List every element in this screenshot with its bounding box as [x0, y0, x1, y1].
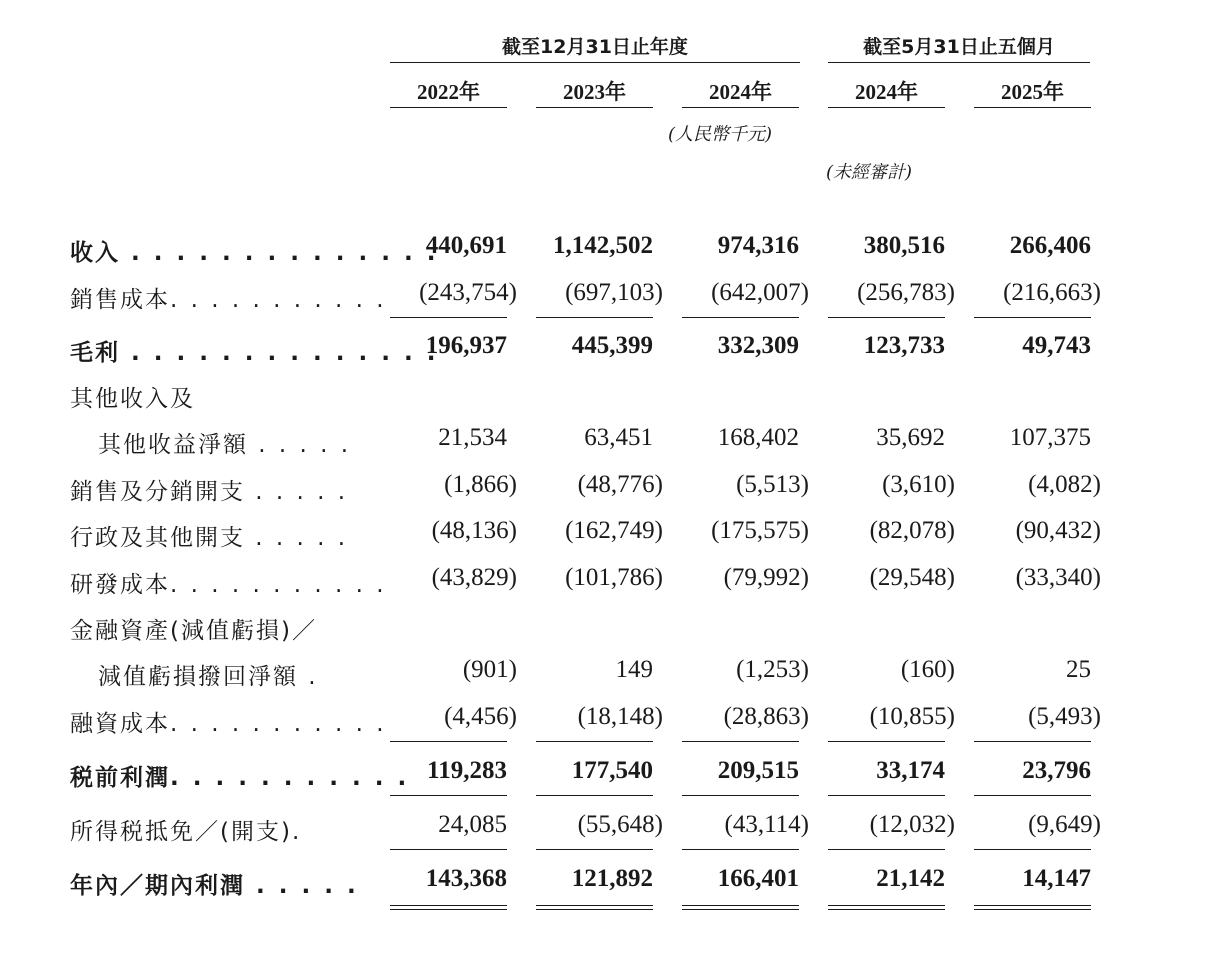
value-cell: 149 — [615, 656, 653, 683]
value-cell: (901) — [462, 656, 517, 683]
value-cell: 35,692 — [876, 424, 945, 451]
value-cell: (697,103) — [565, 279, 663, 306]
value-cell: 166,401 — [717, 865, 799, 892]
value-cell: 440,691 — [425, 232, 507, 259]
row-label-other-income-line2: 其他收益淨額 . . . . . — [98, 432, 352, 458]
double-rule-1 — [390, 905, 507, 910]
value-cell: (10,855) — [869, 703, 955, 730]
value-cell: (90,432) — [1015, 517, 1101, 544]
unaudited-note: (未經審計) — [826, 162, 913, 183]
rule-cost-3 — [682, 317, 799, 318]
row-label-income-tax: 所得税抵免／(開支). — [70, 819, 303, 845]
rule-finance-2 — [536, 741, 653, 742]
double-rule-4 — [828, 905, 945, 910]
value-cell: (12,032) — [869, 811, 955, 838]
rule-tax-3 — [682, 849, 799, 850]
row-label-profit-for-period: 年內／期內利潤 . . . . . — [70, 873, 359, 899]
year-underline-4 — [828, 107, 945, 108]
value-cell: 121,892 — [571, 865, 653, 892]
year-underline-1 — [390, 107, 507, 108]
value-cell: (216,663) — [1003, 279, 1101, 306]
value-cell: 168,402 — [717, 424, 799, 451]
value-cell: (82,078) — [869, 517, 955, 544]
value-cell: 25 — [1066, 656, 1091, 683]
value-cell: (28,863) — [723, 703, 809, 730]
value-cell: 974,316 — [717, 232, 799, 259]
value-cell: (243,754) — [419, 279, 517, 306]
value-cell: (9,649) — [1028, 811, 1101, 838]
value-cell: (256,783) — [857, 279, 955, 306]
rule-pbt-2 — [536, 795, 653, 796]
year-underline-5 — [974, 107, 1091, 108]
year-header-5: 2025年 — [1001, 80, 1064, 104]
double-rule-5 — [974, 905, 1091, 910]
double-rule-2 — [536, 905, 653, 910]
group-underline-interim — [828, 62, 1090, 63]
value-cell: 1,142,502 — [553, 232, 653, 259]
value-cell: (160) — [900, 656, 955, 683]
value-cell: 196,937 — [425, 332, 507, 359]
value-cell: (1,866) — [444, 471, 517, 498]
value-cell: (79,992) — [723, 564, 809, 591]
row-label-impairment-line2: 減值虧損撥回淨額 . — [98, 664, 319, 690]
rule-tax-1 — [390, 849, 507, 850]
rule-cost-2 — [536, 317, 653, 318]
rule-tax-2 — [536, 849, 653, 850]
value-cell: 33,174 — [876, 757, 945, 784]
value-cell: 445,399 — [571, 332, 653, 359]
row-label-revenue: 收入 . . . . . . . . . . . . . . — [70, 240, 439, 266]
value-cell: (5,513) — [736, 471, 809, 498]
year-header-3: 2024年 — [709, 80, 772, 104]
group-title-interim: 截至5月31日止五個月 — [863, 36, 1055, 58]
group-title-annual: 截至12月31日止年度 — [502, 36, 688, 58]
rule-tax-4 — [828, 849, 945, 850]
year-header-4: 2024年 — [855, 80, 918, 104]
value-cell: 119,283 — [427, 757, 507, 784]
year-underline-2 — [536, 107, 653, 108]
rule-tax-5 — [974, 849, 1091, 850]
value-cell: (4,456) — [444, 703, 517, 730]
rule-finance-1 — [390, 741, 507, 742]
value-cell: 14,147 — [1022, 865, 1091, 892]
rule-pbt-5 — [974, 795, 1091, 796]
row-label-impairment-line1: 金融資產(減值虧損)／ — [70, 618, 317, 644]
value-cell: 380,516 — [863, 232, 945, 259]
value-cell: 63,451 — [584, 424, 653, 451]
row-label-profit-before-tax: 税前利潤. . . . . . . . . . . — [70, 765, 410, 791]
value-cell: (162,749) — [565, 517, 663, 544]
rule-finance-4 — [828, 741, 945, 742]
value-cell: 266,406 — [1009, 232, 1091, 259]
value-cell: (48,776) — [577, 471, 663, 498]
value-cell: 23,796 — [1022, 757, 1091, 784]
value-cell: 49,743 — [1022, 332, 1091, 359]
value-cell: 123,733 — [863, 332, 945, 359]
currency-note: (人民幣千元) — [668, 124, 773, 145]
rule-pbt-3 — [682, 795, 799, 796]
year-header-1: 2022年 — [417, 80, 480, 104]
value-cell: 21,142 — [876, 865, 945, 892]
value-cell: (4,082) — [1028, 471, 1101, 498]
row-label-other-income-line1: 其他收入及 — [70, 386, 195, 412]
value-cell: (48,136) — [431, 517, 517, 544]
value-cell: (3,610) — [882, 471, 955, 498]
rule-cost-4 — [828, 317, 945, 318]
value-cell: (101,786) — [565, 564, 663, 591]
row-label-rd-costs: 研發成本. . . . . . . . . . . — [70, 572, 387, 598]
year-header-2: 2023年 — [563, 80, 626, 104]
row-label-cost-of-sales: 銷售成本. . . . . . . . . . . — [70, 287, 387, 313]
rule-cost-5 — [974, 317, 1091, 318]
rule-pbt-4 — [828, 795, 945, 796]
row-label-admin-expenses: 行政及其他開支 . . . . . — [70, 525, 349, 551]
value-cell: (33,340) — [1015, 564, 1101, 591]
rule-finance-5 — [974, 741, 1091, 742]
row-label-finance-costs: 融資成本. . . . . . . . . . . — [70, 711, 387, 737]
rule-finance-3 — [682, 741, 799, 742]
value-cell: 332,309 — [717, 332, 799, 359]
group-underline-annual — [390, 62, 800, 63]
value-cell: (43,829) — [431, 564, 517, 591]
double-rule-3 — [682, 905, 799, 910]
value-cell: 177,540 — [571, 757, 653, 784]
value-cell: (18,148) — [577, 703, 663, 730]
value-cell: 24,085 — [438, 811, 507, 838]
value-cell: (43,114) — [724, 811, 809, 838]
value-cell: 143,368 — [425, 865, 507, 892]
year-underline-3 — [682, 107, 799, 108]
value-cell: 21,534 — [438, 424, 507, 451]
rule-cost-1 — [390, 317, 507, 318]
row-label-selling-expenses: 銷售及分銷開支 . . . . . — [70, 479, 349, 505]
value-cell: 107,375 — [1009, 424, 1091, 451]
rule-pbt-1 — [390, 795, 507, 796]
value-cell: 209,515 — [717, 757, 799, 784]
value-cell: (175,575) — [711, 517, 809, 544]
value-cell: (55,648) — [577, 811, 663, 838]
value-cell: (5,493) — [1028, 703, 1101, 730]
value-cell: (29,548) — [869, 564, 955, 591]
value-cell: (1,253) — [736, 656, 809, 683]
row-label-gross-profit: 毛利 . . . . . . . . . . . . . . — [70, 340, 439, 366]
value-cell: (642,007) — [711, 279, 809, 306]
